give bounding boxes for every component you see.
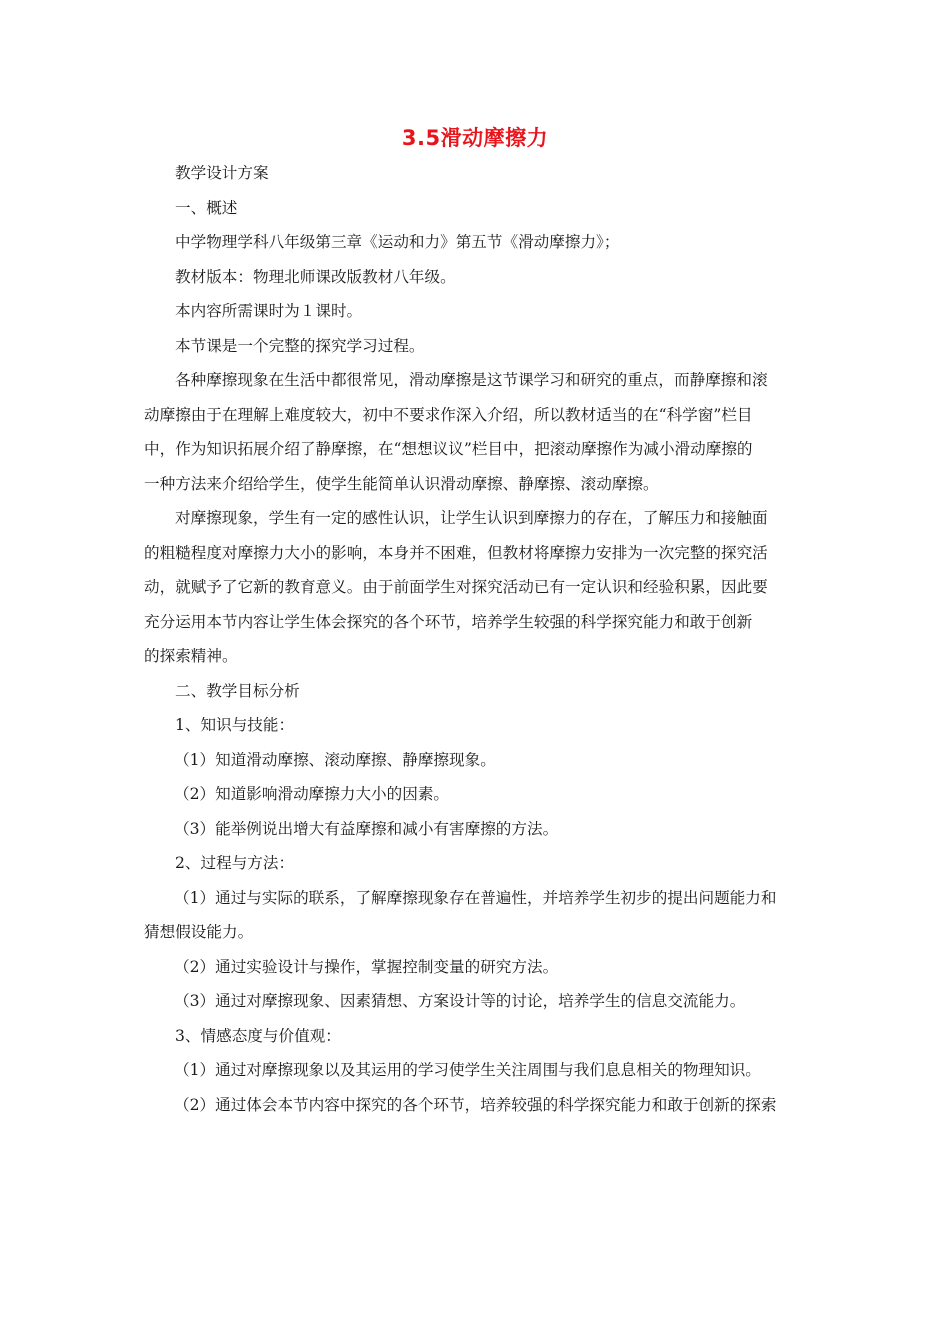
text-line: （3）能举例说出增大有益摩擦和减小有害摩擦的方法。 <box>174 819 559 838</box>
text-line: 本内容所需课时为１课时。 <box>175 302 363 320</box>
text-line: 二、教学目标分析 <box>175 681 300 700</box>
text-line: 一种方法来介绍给学生，使学生能简单认识滑动摩擦、静摩擦、滚动摩擦。 <box>144 474 659 493</box>
text-line: 中学物理学科八年级第三章《运动和力》第五节《滑动摩擦力》； <box>175 233 620 251</box>
text-line: （1）通过对摩擦现象以及其运用的学习使学生关注周围与我们息息相关的物理知识。 <box>174 1061 761 1079</box>
text-line: 教材版本：物理北师课改版教材八年级。 <box>175 267 456 286</box>
text-line: 充分运用本节内容让学生体会探究的各个环节，培养学生较强的科学探究能力和敢于创新 <box>144 612 753 631</box>
text-line: （2）通过实验设计与操作，掌握控制变量的研究方法。 <box>174 957 559 976</box>
text-line: 动摩擦由于在理解上难度较大，初中不要求作深入介绍，所以教材适当的在“科学窗”栏目 <box>144 405 753 424</box>
text-line: 教学设计方案 <box>175 164 269 182</box>
text-line: 3、情感态度与价值观： <box>175 1026 341 1045</box>
text-line: （2）知道影响滑动摩擦力大小的因素。 <box>174 785 450 803</box>
text-line: （1）知道滑动摩擦、滚动摩擦、静摩擦现象。 <box>174 750 496 769</box>
text-line: 2、过程与方法： <box>175 854 295 872</box>
text-line: 对摩擦现象，学生有一定的感性认识，让学生认识到摩擦力的存在，了解压力和接触面 <box>175 509 768 527</box>
document-body <box>144 156 814 1122</box>
text-line: （2）通过体会本节内容中探究的各个环节，培养较强的科学探究能力和敢于创新的探索 <box>174 1095 777 1114</box>
text-line: 各种摩擦现象在生活中都很常见，滑动摩擦是这节课学习和研究的重点，而静摩擦和滚 <box>175 371 768 389</box>
text-line: 猜想假设能力。 <box>144 923 254 941</box>
text-line: 一、概述 <box>175 198 238 217</box>
text-line: 1、知识与技能： <box>175 716 295 734</box>
text-line: 本节课是一个完整的探究学习过程。 <box>175 336 425 355</box>
text-line: （3）通过对摩擦现象、因素猜想、方案设计等的讨论，培养学生的信息交流能力。 <box>174 992 746 1010</box>
text-line: 的探索精神。 <box>144 647 238 665</box>
text-line: 中，作为知识拓展介绍了静摩擦，在“想想议议”栏目中，把滚动摩擦作为减小滑动摩擦的 <box>144 440 753 458</box>
text-line: （1）通过与实际的联系，了解摩擦现象存在普遍性，并培养学生初步的提出问题能力和 <box>174 888 777 907</box>
document-title: 3.5滑动摩擦力 <box>401 126 549 150</box>
text-line: 的粗糙程度对摩擦力大小的影响，本身并不困难，但教材将摩擦力安排为一次完整的探究活 <box>144 543 768 562</box>
text-line: 动，就赋予了它新的教育意义。由于前面学生对探究活动已有一定认识和经验积累，因此要 <box>144 578 768 596</box>
